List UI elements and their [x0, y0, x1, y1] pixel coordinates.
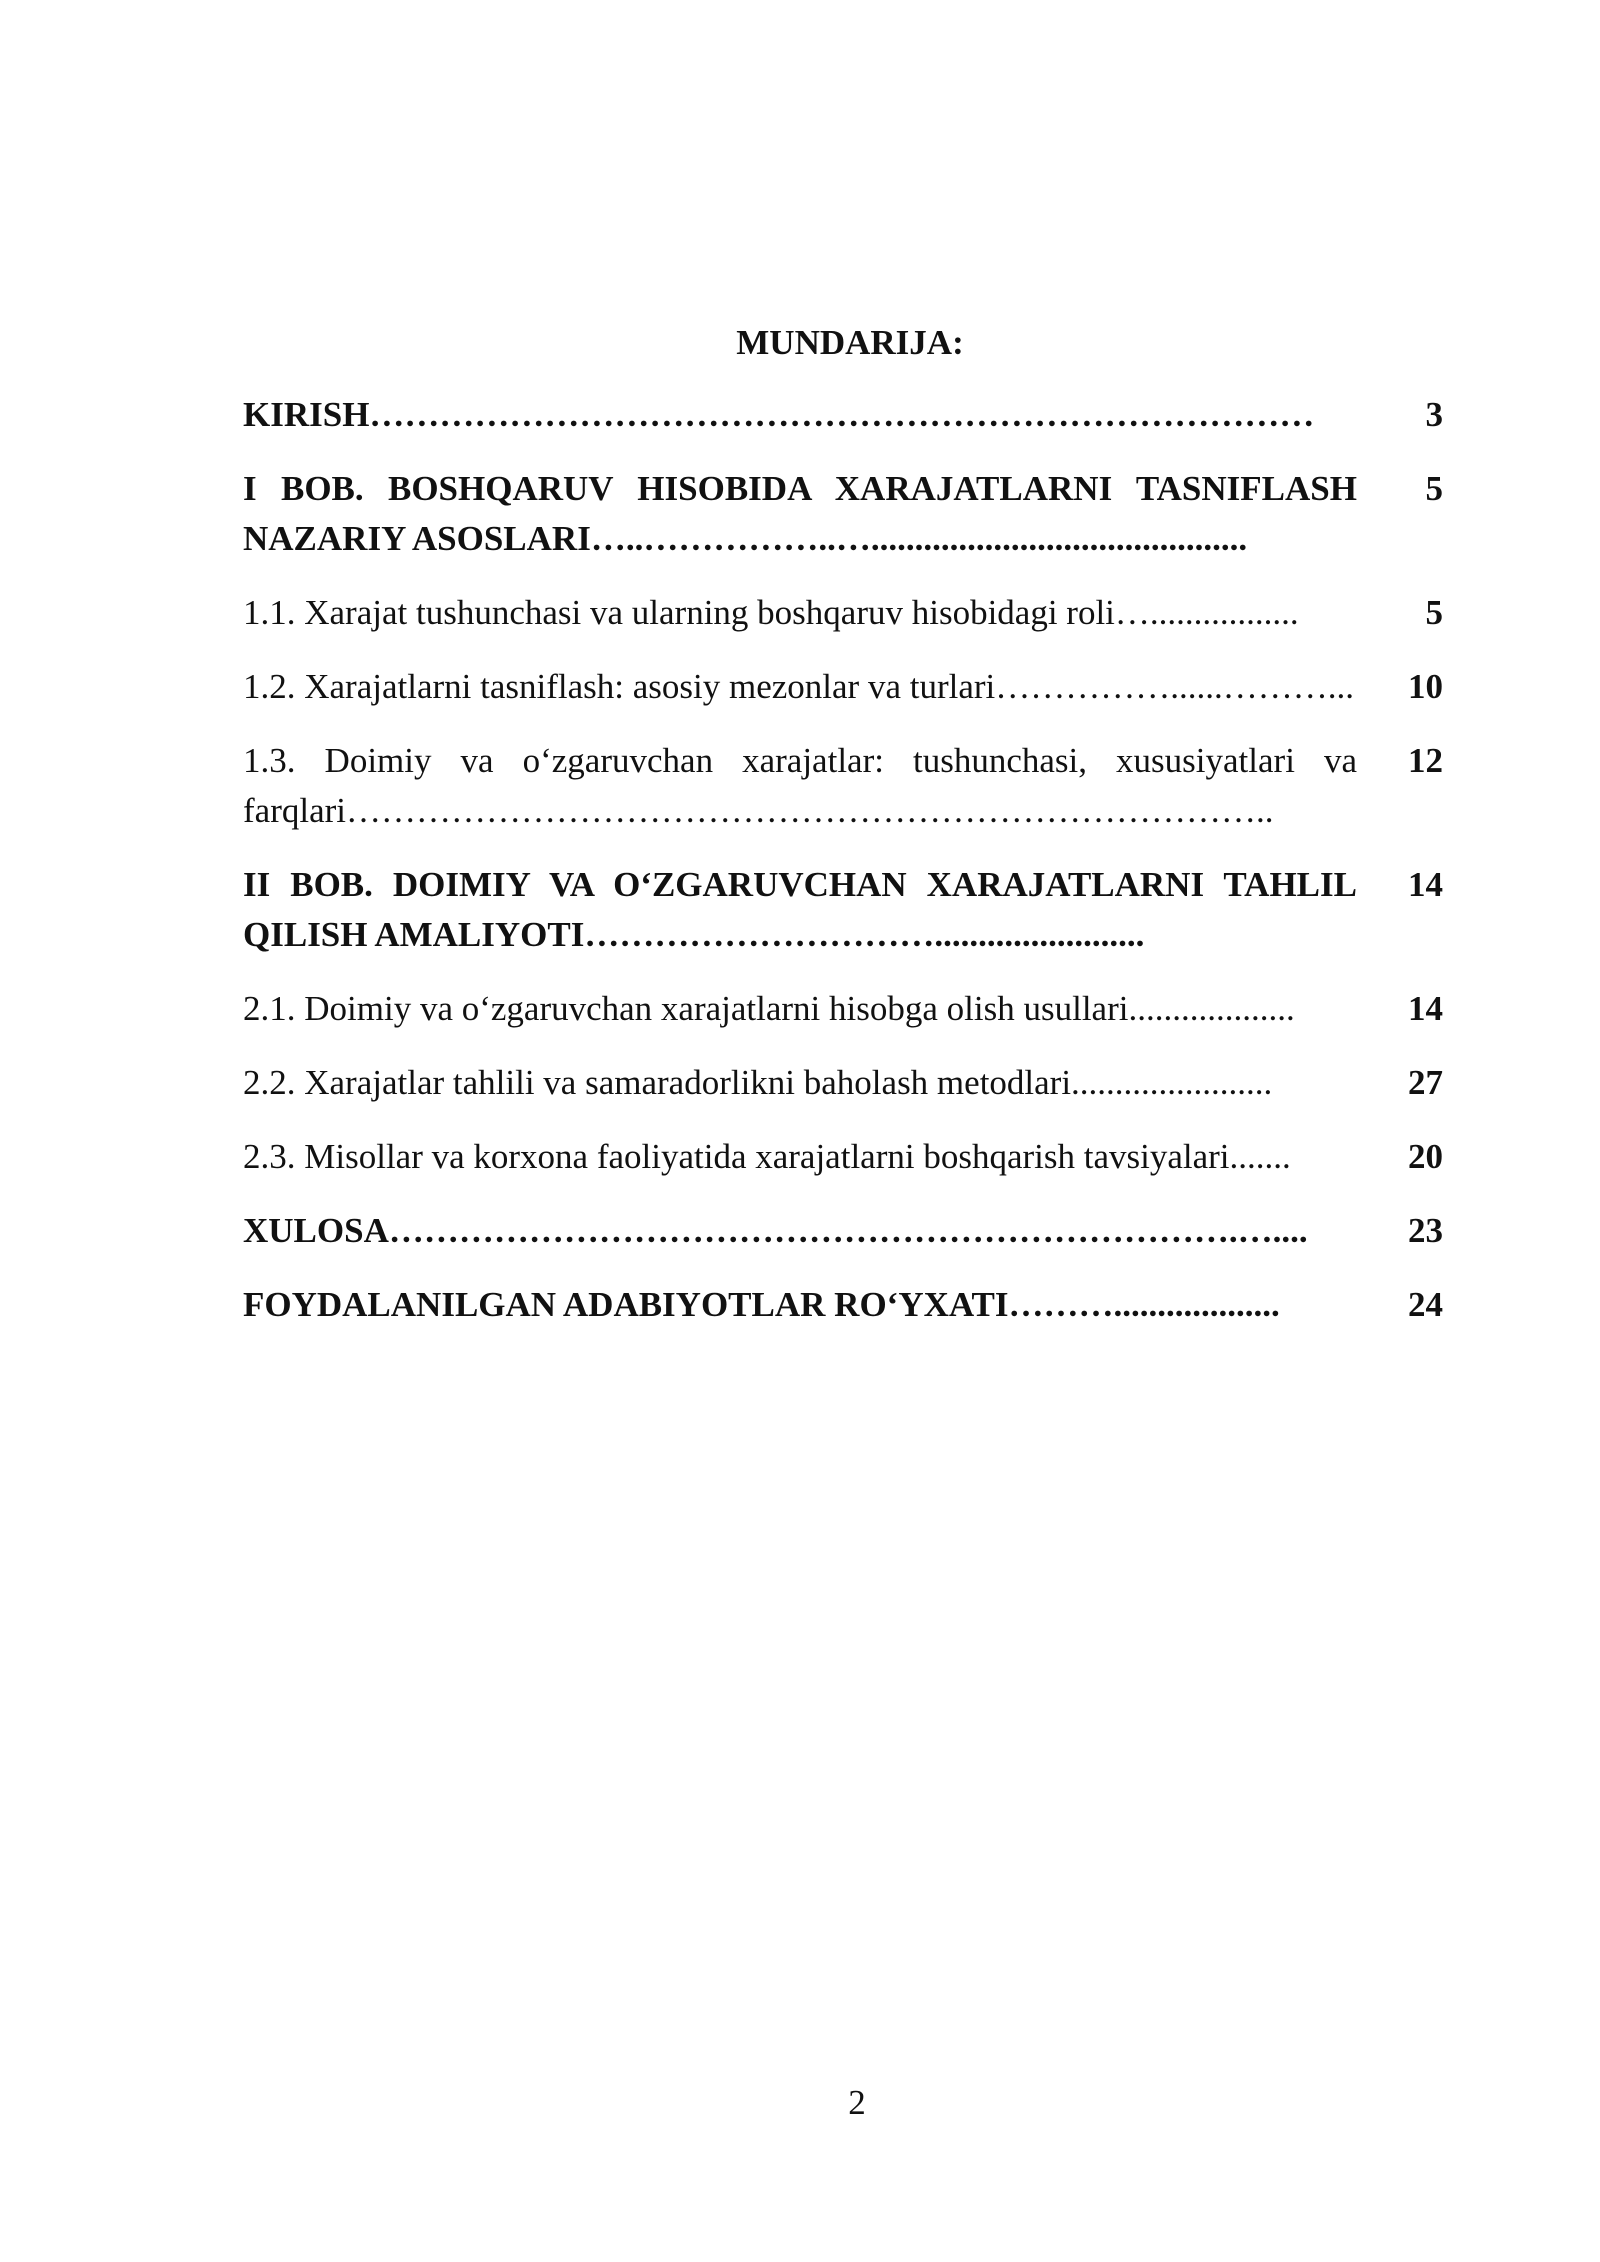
toc-entry-text: FOYDALANILGAN ADABIYOTLAR RO‘YXATI………...................: [243, 1285, 1280, 1324]
toc-entry-page: 5: [1425, 469, 1443, 508]
toc-entry-section-2-3: [243, 1132, 1443, 1182]
toc-entry-section-2-2: [243, 1058, 1443, 1108]
toc-entry-text: 1.2. Xarajatlarni tasniflash: asosiy mezonlar va turlari……………......………...: [243, 667, 1354, 706]
toc-entry-page: 3: [1425, 395, 1443, 434]
toc-entry-kirish: [243, 390, 1443, 440]
toc-entry-text: 2.1. Doimiy va o‘zgaruvchan xarajatlarni hisobga olish usullari...................: [243, 989, 1295, 1028]
toc-entry-text: I BOB. BOSHQARUV HISOBIDA XARAJATLARNI TASNIFLASH NAZARIY ASOSLARI…..……………..…...........................................: [243, 469, 1357, 558]
toc-entry-page: 5: [1425, 593, 1443, 632]
toc-entry-page: 12: [1408, 741, 1443, 780]
toc-entry-page: 14: [1408, 865, 1443, 904]
toc-title: MUNDARIJA:: [736, 323, 964, 362]
toc-entry-page: 23: [1408, 1211, 1443, 1250]
toc-entry-page: 24: [1408, 1285, 1443, 1324]
toc-entry-text: 1.3. Doimiy va o‘zgaruvchan xarajatlar: tushunchasi, xususiyatlari va farqlari……………………………………………………………………..: [243, 741, 1357, 830]
toc-entry-section-2-1: [243, 984, 1443, 1034]
toc-entry-text: 1.1. Xarajat tushunchasi va ularning boshqaruv hisobidagi roli….................: [243, 593, 1299, 632]
toc-entry-text: 2.2. Xarajatlar tahlili va samaradorlikni baholash metodlari.......................: [243, 1063, 1273, 1102]
toc-entry-chapter-2: [243, 860, 1443, 960]
toc-entry-section-1-3: [243, 736, 1443, 836]
toc-entry-page: 27: [1408, 1063, 1443, 1102]
toc-entry-text: KIRISH………………………………………………………………………: [243, 395, 1315, 434]
table-of-contents: [243, 390, 1443, 1354]
toc-entry-section-1-2: [243, 662, 1443, 712]
toc-entry-section-1-1: [243, 588, 1443, 638]
toc-entry-chapter-1: [243, 464, 1443, 564]
page-number: 2: [848, 2083, 866, 2122]
toc-entry-text: XULOSA……………………………………………………………….…....: [243, 1211, 1308, 1250]
toc-entry-text: II BOB. DOIMIY VA O‘ZGARUVCHAN XARAJATLARNI TAHLIL QILISH AMALIYOTI…………………………........................: [243, 865, 1357, 954]
toc-entry-xulosa: [243, 1206, 1443, 1256]
toc-entry-page: 20: [1408, 1137, 1443, 1176]
toc-entry-text: 2.3. Misollar va korxona faoliyatida xarajatlarni boshqarish tavsiyalari.......: [243, 1137, 1291, 1176]
toc-entry-references: [243, 1280, 1443, 1330]
toc-entry-page: 14: [1408, 989, 1443, 1028]
toc-entry-page: 10: [1408, 667, 1443, 706]
